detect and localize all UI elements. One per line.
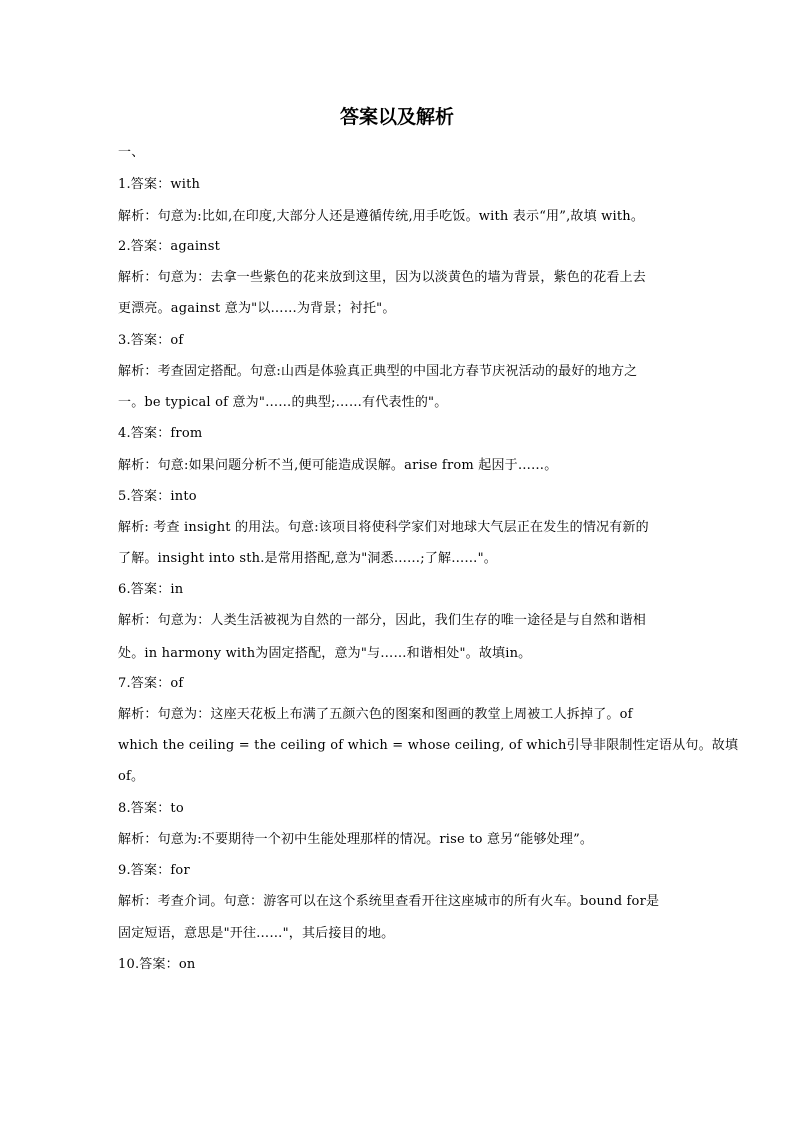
explanation-9-line-1: 解析：考查介词。句意：游客可以在这个系统里查看开往这座城市的所有火车。bound for是 — [118, 894, 660, 909]
explanation-7-line-1: 解析：句意为：这座天花板上布满了五颜六色的图案和图画的教堂上周被工人拆掉了。of — [118, 707, 633, 722]
page-title: 答案以及解析 — [339, 106, 454, 128]
explanation-5-line-2: 了解。insight into sth.是常用搭配,意为"洞悉……;了解……"。 — [118, 551, 497, 566]
explanation-2-line-2: 更漂亮。against 意为"以……为背景；衬托"。 — [118, 301, 396, 316]
answer-3: 3.答案：of — [118, 333, 184, 348]
section-heading: 一、 — [118, 145, 145, 160]
answer-5: 5.答案：into — [118, 489, 197, 504]
explanation-6-line-1: 解析：句意为：人类生活被视为自然的一部分，因此，我们生存的唯一途径是与自然和谐相 — [118, 613, 647, 628]
explanation-8: 解析：句意为:不要期待一个初中生能处理那样的情况。rise to 意另“能够处理”。 — [118, 832, 594, 847]
explanation-7-line-3: of。 — [118, 769, 145, 784]
explanation-3-line-1: 解析：考查固定搭配。句意:山西是体验真正典型的中国北方春节庆祝活动的最好的地方之 — [118, 364, 638, 379]
explanation-2-line-1: 解析：句意为：去拿一些紫色的花来放到这里，因为以淡黄色的墙为背景，紫色的花看上去 — [118, 270, 647, 285]
explanation-6-line-2: 处。in harmony with为固定搭配，意为"与……和谐相处"。故填in。 — [118, 646, 532, 661]
answer-4: 4.答案：from — [118, 426, 203, 441]
answer-7: 7.答案：of — [118, 676, 184, 691]
explanation-9-line-2: 固定短语，意思是"开往……"，其后接目的地。 — [118, 926, 395, 941]
explanation-7-line-2: which the ceiling = the ceiling of which = whose ceiling, of which引导非限制性定语从句。故填 — [118, 738, 739, 753]
answer-10: 10.答案：on — [118, 957, 196, 972]
answer-1: 1.答案：with — [118, 177, 201, 192]
explanation-4: 解析：句意:如果问题分析不当,便可能造成误解。arise from 起因于……。 — [118, 458, 558, 473]
answer-9: 9.答案：for — [118, 863, 190, 878]
explanation-3-line-2: 一。be typical of 意为"……的典型;……有代表性的"。 — [118, 395, 448, 410]
answer-6: 6.答案：in — [118, 582, 184, 597]
explanation-1: 解析：句意为:比如,在印度,大部分人还是遵循传统,用手吃饭。with 表示“用”,故填 with。 — [118, 209, 645, 224]
answer-2: 2.答案：against — [118, 239, 221, 254]
answer-8: 8.答案：to — [118, 801, 184, 816]
explanation-5-line-1: 解析: 考查 insight 的用法。句意:该项目将使科学家们对地球大气层正在发生的情况有新的 — [118, 520, 649, 535]
